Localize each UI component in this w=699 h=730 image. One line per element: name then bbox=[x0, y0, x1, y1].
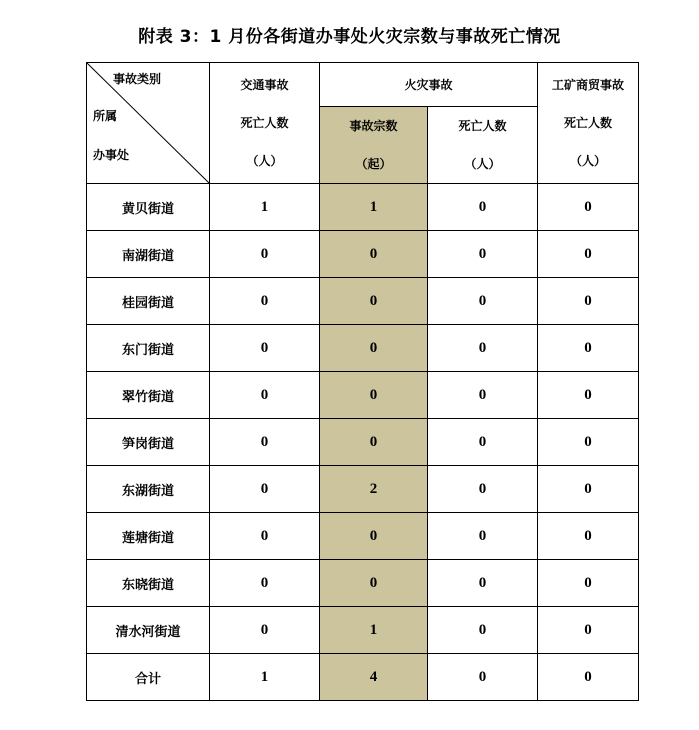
row-industry-deaths: 0 bbox=[538, 231, 639, 278]
row-fire-deaths: 0 bbox=[428, 560, 538, 607]
row-industry-deaths: 0 bbox=[538, 560, 639, 607]
table-row bbox=[87, 278, 639, 325]
row-office-name: 清水河街道 bbox=[87, 607, 210, 654]
row-fire-count: 0 bbox=[320, 372, 428, 419]
row-traffic-deaths: 0 bbox=[210, 325, 320, 372]
table-row bbox=[87, 184, 639, 231]
header-traffic-line2: 死亡人数 bbox=[240, 116, 289, 130]
header-fire-count bbox=[320, 107, 428, 184]
row-traffic-deaths: 0 bbox=[210, 607, 320, 654]
row-fire-deaths: 0 bbox=[428, 607, 538, 654]
row-traffic-deaths: 0 bbox=[210, 372, 320, 419]
row-industry-deaths: 0 bbox=[538, 654, 639, 701]
header-traffic-line3: （人） bbox=[246, 154, 283, 168]
header-industry bbox=[538, 63, 639, 184]
row-fire-deaths: 0 bbox=[428, 325, 538, 372]
row-fire-deaths: 0 bbox=[428, 419, 538, 466]
accident-table bbox=[86, 62, 639, 701]
header-industry-line3: （人） bbox=[570, 154, 607, 168]
row-fire-deaths: 0 bbox=[428, 513, 538, 560]
row-office-name: 南湖街道 bbox=[87, 231, 210, 278]
row-fire-count: 1 bbox=[320, 184, 428, 231]
row-industry-deaths: 0 bbox=[538, 184, 639, 231]
header-fire-count-line1: 事故宗数 bbox=[349, 119, 398, 133]
row-office-name: 黄贝街道 bbox=[87, 184, 210, 231]
table-row bbox=[87, 325, 639, 372]
header-traffic bbox=[210, 63, 320, 184]
row-traffic-deaths: 0 bbox=[210, 278, 320, 325]
header-industry-line2: 死亡人数 bbox=[564, 116, 613, 130]
row-fire-deaths: 0 bbox=[428, 278, 538, 325]
row-industry-deaths: 0 bbox=[538, 419, 639, 466]
row-traffic-deaths: 0 bbox=[210, 231, 320, 278]
row-office-name: 东湖街道 bbox=[87, 466, 210, 513]
row-fire-deaths: 0 bbox=[428, 466, 538, 513]
diag-label-office: 办事处 bbox=[93, 148, 130, 162]
table-row bbox=[87, 466, 639, 513]
row-industry-deaths: 0 bbox=[538, 513, 639, 560]
row-fire-deaths: 0 bbox=[428, 184, 538, 231]
table-row bbox=[87, 231, 639, 278]
diag-label-belong: 所属 bbox=[93, 109, 118, 123]
table-title: 附表 3：1 月份各街道办事处火灾宗数与事故死亡情况 bbox=[138, 27, 561, 47]
row-fire-deaths: 0 bbox=[428, 654, 538, 701]
row-fire-count: 0 bbox=[320, 560, 428, 607]
row-office-name: 莲塘街道 bbox=[87, 513, 210, 560]
header-fire-death-line2: （人） bbox=[464, 157, 501, 171]
header-fire-death-line1: 死亡人数 bbox=[458, 119, 507, 133]
row-fire-deaths: 0 bbox=[428, 231, 538, 278]
row-traffic-deaths: 1 bbox=[210, 184, 320, 231]
row-office-name: 东门街道 bbox=[87, 325, 210, 372]
table-row bbox=[87, 560, 639, 607]
row-fire-count: 2 bbox=[320, 466, 428, 513]
row-fire-count: 4 bbox=[320, 654, 428, 701]
table-row bbox=[87, 607, 639, 654]
row-fire-count: 0 bbox=[320, 231, 428, 278]
header-fire-count-line2: （起） bbox=[355, 157, 392, 171]
row-fire-count: 1 bbox=[320, 607, 428, 654]
header-industry-line1: 工矿商贸事故 bbox=[552, 78, 625, 92]
header-fire-death bbox=[428, 107, 538, 184]
row-office-name: 桂园街道 bbox=[87, 278, 210, 325]
diagonal-header-cell bbox=[87, 63, 210, 184]
row-industry-deaths: 0 bbox=[538, 607, 639, 654]
header-traffic-line1: 交通事故 bbox=[240, 78, 289, 92]
row-office-name: 翠竹街道 bbox=[87, 372, 210, 419]
row-traffic-deaths: 0 bbox=[210, 466, 320, 513]
row-traffic-deaths: 1 bbox=[210, 654, 320, 701]
row-industry-deaths: 0 bbox=[538, 325, 639, 372]
table-row bbox=[87, 372, 639, 419]
header-fire-group: 火灾事故 bbox=[320, 63, 538, 107]
row-industry-deaths: 0 bbox=[538, 466, 639, 513]
row-industry-deaths: 0 bbox=[538, 278, 639, 325]
row-fire-count: 0 bbox=[320, 419, 428, 466]
table-row bbox=[87, 419, 639, 466]
row-traffic-deaths: 0 bbox=[210, 513, 320, 560]
row-fire-count: 0 bbox=[320, 325, 428, 372]
row-fire-count: 0 bbox=[320, 278, 428, 325]
row-office-name: 东晓街道 bbox=[87, 560, 210, 607]
row-industry-deaths: 0 bbox=[538, 372, 639, 419]
row-traffic-deaths: 0 bbox=[210, 419, 320, 466]
row-traffic-deaths: 0 bbox=[210, 560, 320, 607]
row-office-name: 合计 bbox=[87, 654, 210, 701]
row-office-name: 笋岗街道 bbox=[87, 419, 210, 466]
table-row bbox=[87, 513, 639, 560]
row-fire-count: 0 bbox=[320, 513, 428, 560]
total-row bbox=[87, 654, 639, 701]
row-fire-deaths: 0 bbox=[428, 372, 538, 419]
diag-label-category: 事故类别 bbox=[113, 72, 162, 86]
